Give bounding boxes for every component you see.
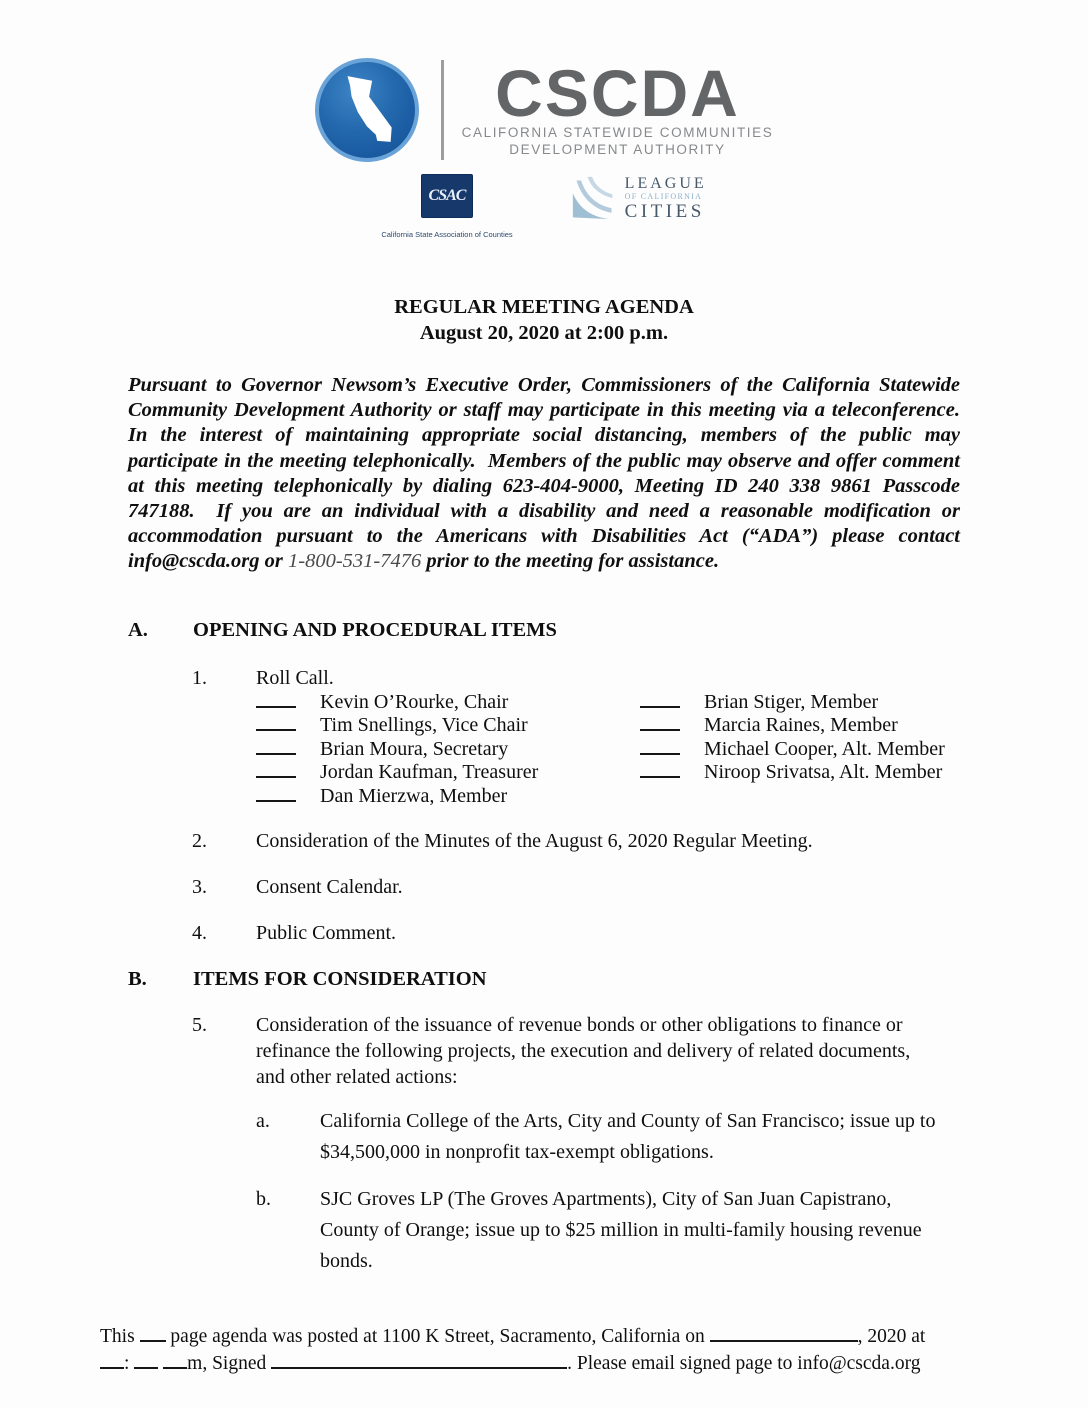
item-1-text: Roll Call. — [256, 666, 334, 689]
footer-text: This — [100, 1326, 135, 1348]
ampm-blank — [163, 1363, 187, 1369]
minute-blank — [134, 1363, 158, 1369]
notice-text-1: Pursuant to Governor Newsom’s Executive Order, Commissioners of the California Statewide Community Development Authority or staff may participate in this meeting via a teleconference. In the interest of maintaining appropriate social distancing, members of the public may participate in the meeting telephonically. Members of the public may observe and offer comment at this meeting telephonically by dialing 623-404-9000, Meeting ID 240 338 9861 Passcode 747188. If you are an individual with a disability and need a reasonable modification or accommodation pursuant to the Americans with Disabilities Act (“ADA”) please contact info@cscda.org or — [128, 374, 971, 573]
hour-blank — [100, 1363, 124, 1369]
item-3-number: 3. — [192, 876, 207, 899]
item-3-text: Consent Calendar. — [256, 876, 403, 899]
csac-acronym: CSAC — [428, 187, 466, 204]
posting-date-blank — [710, 1336, 858, 1342]
title-block — [0, 294, 1088, 346]
page-count-blank — [140, 1336, 166, 1342]
roll-call-row — [640, 714, 945, 738]
item-4-text: Public Comment. — [256, 922, 396, 945]
roll-call-row — [640, 738, 945, 762]
roll-call-blank — [256, 702, 296, 708]
roll-call-name: Jordan Kaufman, Treasurer — [320, 761, 539, 784]
partner-logos — [0, 174, 1088, 248]
posting-line-2 — [100, 1350, 988, 1377]
item-3-consent-calendar — [192, 874, 938, 900]
section-b-label: B. — [128, 968, 147, 991]
logo-acronym: CSCDA — [495, 56, 740, 130]
league-text — [625, 175, 707, 222]
phone-link[interactable]: 1-800-531-7476 — [288, 550, 422, 573]
section-a-title: OPENING AND PROCEDURAL ITEMS — [193, 618, 557, 641]
item-5-number: 5. — [192, 1014, 207, 1037]
item-5-text: Consideration of the issuance of revenue bonds or other obligations to finance or refinance the following projects, the execution and delivery of related documents, and other related actions: — [256, 1014, 911, 1089]
posting-certification — [100, 1323, 988, 1377]
roll-call-row — [256, 761, 640, 785]
roll-call-blank — [640, 725, 680, 731]
california-state-icon — [336, 73, 398, 147]
section-a-heading — [128, 617, 938, 643]
roll-call-blank — [256, 725, 296, 731]
posting-line-1 — [100, 1323, 988, 1350]
roll-call-blank — [640, 772, 680, 778]
roll-call-right-column — [640, 691, 945, 809]
roll-call-blank — [256, 749, 296, 755]
item-5a-text: California College of the Arts, City and County of San Francisco; issue up to $34,500,000 in nonprofit tax-exempt obligations. — [320, 1110, 936, 1164]
item-1-roll-call — [192, 665, 938, 691]
item-5b-text: SJC Groves LP (The Groves Apartments), City of San Juan Capistrano, County of Orange; issue up to $25 million in multi-family housing revenue bonds. — [320, 1188, 922, 1273]
section-b-title: ITEMS FOR CONSIDERATION — [193, 968, 487, 991]
roll-call-list — [256, 691, 1088, 809]
league-line3: CITIES — [624, 200, 705, 222]
notice-text-2: prior to the meeting for assistance. — [421, 550, 720, 573]
item-2-number: 2. — [192, 830, 207, 853]
league-line1: LEAGUE — [624, 174, 707, 192]
cscda-logo — [0, 0, 1088, 162]
roll-call-row — [256, 714, 640, 738]
roll-call-name: Marcia Raines, Member — [704, 714, 898, 737]
logo-subtitle-line2: DEVELOPMENT AUTHORITY — [509, 142, 726, 157]
csac-caption: California State Association of Counties — [381, 230, 513, 239]
roll-call-name: Michael Cooper, Alt. Member — [704, 737, 945, 760]
item-5b-sjc-groves — [256, 1184, 938, 1277]
item-4-number: 4. — [192, 922, 207, 945]
roll-call-name: Brian Stiger, Member — [704, 690, 879, 713]
logo-text — [461, 56, 774, 158]
league-swoosh-icon — [571, 174, 617, 222]
footer-text: , 2020 at — [857, 1326, 926, 1348]
csac-logo-box — [421, 174, 473, 218]
teleconference-notice — [128, 373, 971, 575]
california-state-icon — [315, 58, 419, 162]
footer-text: . Please email signed page to info@cscda.org — [567, 1353, 921, 1375]
section-a-label: A. — [128, 618, 148, 641]
signature-blank — [271, 1363, 567, 1369]
roll-call-blank — [640, 702, 680, 708]
roll-call-blank — [256, 796, 296, 802]
footer-text: m, Signed — [187, 1353, 267, 1375]
roll-call-blank — [640, 749, 680, 755]
footer-text: : — [124, 1353, 130, 1375]
league-of-california-cities-logo — [571, 174, 707, 222]
footer-text: page agenda was posted at 1100 K Street, Sacramento, California on — [170, 1326, 705, 1348]
league-line2: OF CALIFORNIA — [624, 191, 703, 201]
roll-call-row — [256, 738, 640, 762]
section-b-heading — [128, 966, 938, 992]
roll-call-row — [256, 785, 640, 809]
item-1-number: 1. — [192, 666, 207, 689]
item-2-minutes — [192, 828, 938, 854]
csac-logo — [381, 174, 512, 248]
item-5a-letter: a. — [256, 1110, 270, 1133]
roll-call-name: Niroop Srivatsa, Alt. Member — [704, 761, 943, 784]
logo-subtitle-line1: CALIFORNIA STATEWIDE COMMUNITIES — [461, 125, 774, 140]
roll-call-name: Dan Mierzwa, Member — [320, 784, 508, 807]
item-4-public-comment — [192, 920, 938, 946]
document-datetime: August 20, 2020 at 2:00 p.m. — [419, 322, 669, 344]
item-5b-letter: b. — [256, 1188, 271, 1211]
roll-call-name: Kevin O’Rourke, Chair — [320, 690, 509, 713]
roll-call-name: Tim Snellings, Vice Chair — [320, 714, 528, 737]
roll-call-left-column — [256, 691, 640, 809]
item-5-bonds — [192, 1012, 938, 1090]
roll-call-name: Brian Moura, Secretary — [320, 737, 509, 760]
document-title: REGULAR MEETING AGENDA — [394, 296, 694, 318]
roll-call-blank — [256, 772, 296, 778]
roll-call-row — [256, 691, 640, 715]
logo-divider — [441, 60, 444, 160]
roll-call-row — [640, 761, 945, 785]
roll-call-row — [640, 691, 945, 715]
item-5a-california-college — [256, 1106, 938, 1168]
item-2-text: Consideration of the Minutes of the August 6, 2020 Regular Meeting. — [256, 830, 813, 853]
